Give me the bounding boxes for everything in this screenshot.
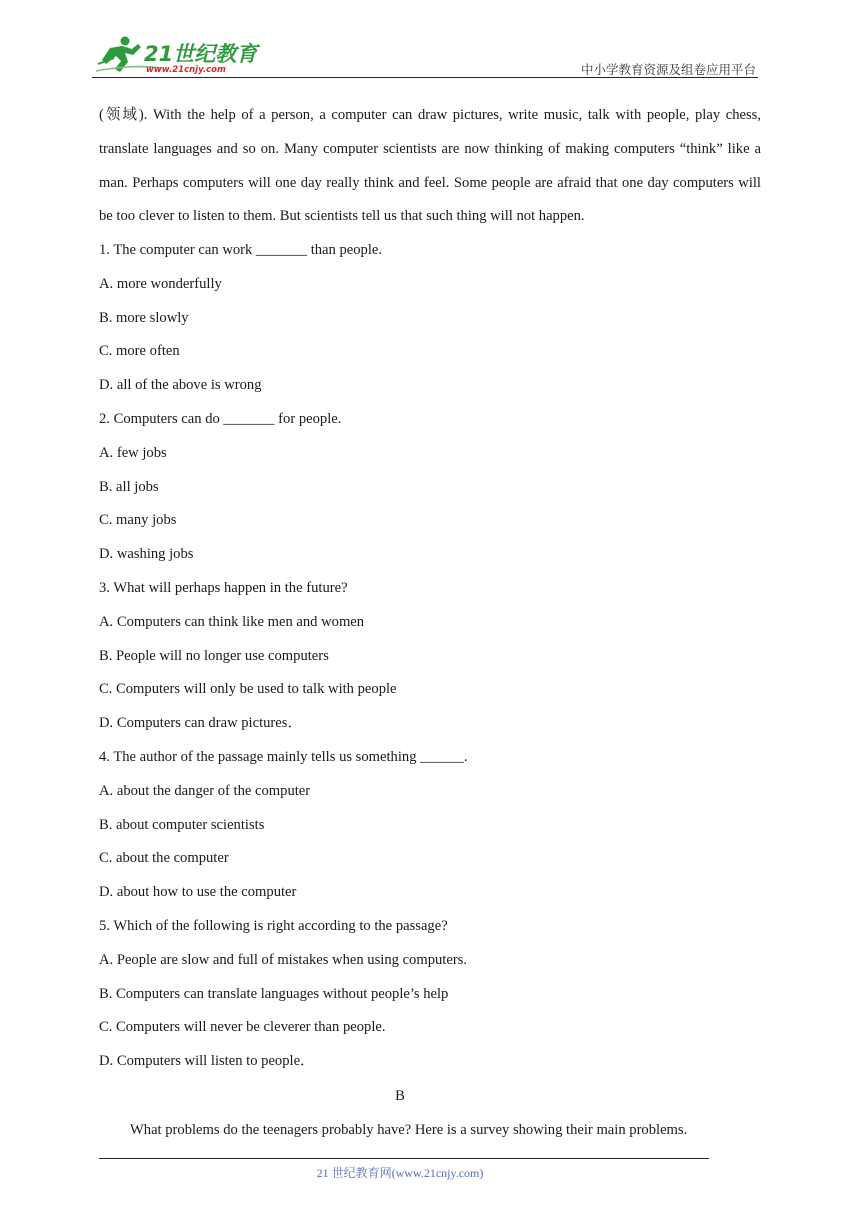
site-logo bbox=[92, 34, 262, 78]
option-1c: C. more often bbox=[99, 343, 180, 360]
footer-source bbox=[0, 1164, 860, 1181]
option-5b: B. Computers can translate languages without people’s help bbox=[99, 985, 449, 1002]
question-5: 5. Which of the following is right according to the passage? bbox=[99, 917, 448, 934]
option-4c: C. about the computer bbox=[99, 850, 229, 867]
option-3a: A. Computers can think like men and women bbox=[99, 613, 365, 630]
question-2: 2. Computers can do _______ for people. bbox=[99, 410, 342, 427]
option-5c: C. Computers will never be cleverer than people. bbox=[99, 1019, 386, 1036]
option-2d: D. washing jobs bbox=[99, 546, 194, 563]
footer-divider bbox=[99, 1158, 709, 1159]
svg-text:21世纪教育: 21世纪教育 bbox=[144, 42, 258, 66]
option-2a: A. few jobs bbox=[99, 444, 167, 461]
option-4b: B. about computer scientists bbox=[99, 816, 265, 833]
passage-paragraph: (领域). With the help of a person, a computer can draw pictures, write music, talk with people, play chess, translate languages and so on. Many computer scientists are now thinking of making computers “think” like a man. Perhaps computers will one day really think and feel. Some people are afraid that one day computers will be too clever to listen to them. But scientists tell us that such thing will not happen. bbox=[99, 107, 761, 225]
question-1: 1. The computer can work _______ than people. bbox=[99, 242, 383, 258]
option-4d: D. about how to use the computer bbox=[99, 884, 297, 901]
logo-runner-icon bbox=[92, 34, 262, 78]
option-3d: D. Computers can draw pictures． bbox=[99, 715, 303, 732]
svg-text:www.21cnjy.com: www.21cnjy.com bbox=[146, 65, 226, 75]
option-1d: D. all of the above is wrong bbox=[99, 377, 262, 394]
option-3c: C. Computers will only be used to talk with people bbox=[99, 681, 397, 698]
question-list bbox=[99, 234, 761, 1079]
option-2c: C. many jobs bbox=[99, 512, 177, 529]
option-3b: B. People will no longer use computers bbox=[99, 647, 329, 664]
section-b-heading: B bbox=[395, 1088, 405, 1104]
option-5a: A. People are slow and full of mistakes when using computers. bbox=[99, 951, 468, 968]
header-platform-name: 中小学教育资源及组卷应用平台 bbox=[580, 62, 756, 77]
section-b-intro: What problems do the teenagers probably have? Here is a survey showing their main problems. bbox=[130, 1122, 688, 1138]
header-divider bbox=[92, 77, 758, 78]
option-1b: B. more slowly bbox=[99, 309, 189, 326]
option-4a: A. about the danger of the computer bbox=[99, 782, 311, 799]
question-4: 4. The author of the passage mainly tells us something ______. bbox=[99, 748, 468, 765]
option-2b: B. all jobs bbox=[99, 478, 159, 495]
footer-source-text: 21 世纪教育网(www.21cnjy.com) bbox=[316, 1166, 484, 1180]
option-1a: A. more wonderfully bbox=[99, 275, 222, 292]
question-3: 3. What will perhaps happen in the future? bbox=[99, 579, 348, 596]
option-5d: D. Computers will listen to people． bbox=[99, 1053, 315, 1070]
